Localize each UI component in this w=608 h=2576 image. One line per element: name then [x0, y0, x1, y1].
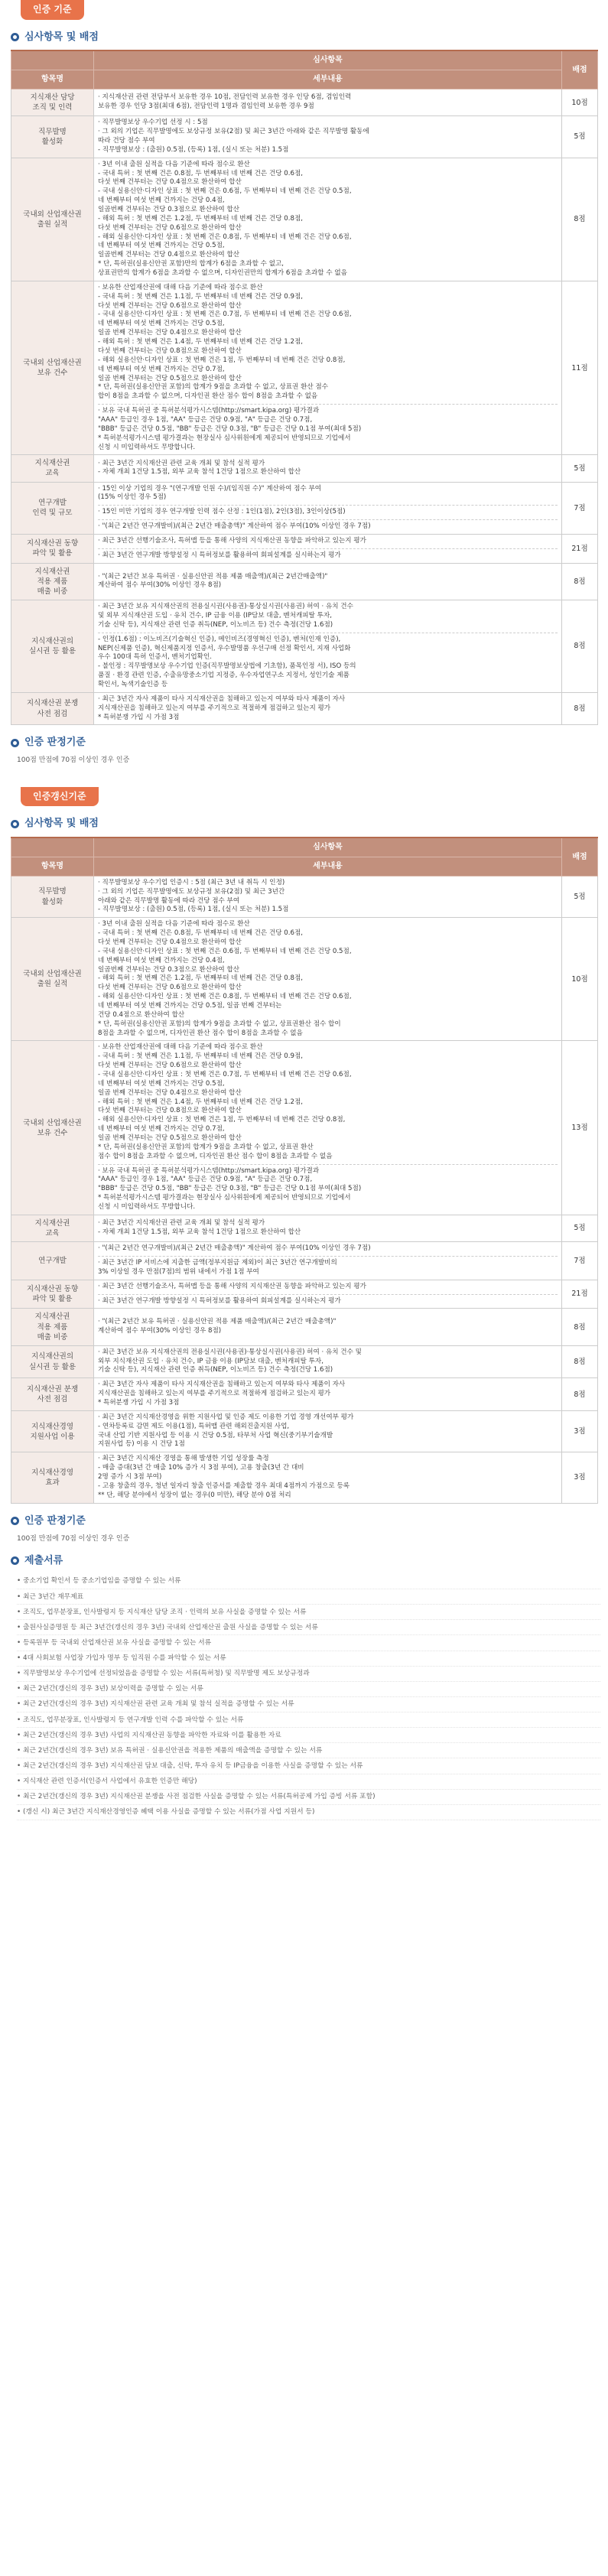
col-score-header: 배점	[562, 50, 598, 89]
detail-paragraph: · 직무발명보상 우수기업 인증시 : 5점 (최근 3년 내 취득 시 인정) · 그 외의 기업은 직무발명에도 보상규정 보유(2점) 및 최근 3년간 아래와 같은 직무발명 활동에 따라 건당 점수 부여 - 직무발명보상 : (출원) 0.5점, (등록) 1점, (실시 또는 처분) 1.5점	[98, 878, 289, 914]
criteria-item-detail	[94, 1215, 562, 1241]
detail-paragraph: · 15인 미만 기업의 경우 연구개발 인력 점수 산정 : 1인(1점), 2인(3점), 3인이상(5점)	[98, 508, 346, 516]
document-item-label: 최근 2년간(갱신의 경우 3년) 지식재산권 담보 대출, 신탁, 투자 유치 등 IP금융을 이용한 사실을 증명할 수 있는 서류	[23, 1761, 363, 1770]
criteria-row	[11, 1345, 598, 1378]
document-item-label: 조직도, 업무분장표, 인사발령지 등 지식재산 담당 조직 · 인력의 보유 사실을 증명할 수 있는 서류	[23, 1608, 307, 1616]
list-bullet-icon: •	[17, 1623, 23, 1631]
criteria-heading-label: 심사항목 및 배점	[24, 818, 99, 830]
document-item	[17, 1574, 600, 1589]
tab-renewal-criteria: 인증갱신기준	[21, 787, 99, 807]
document-item-label: 등록원부 등 국내외 산업재산권 보유 사실을 증명할 수 있는 서류	[23, 1638, 212, 1647]
detail-divider	[98, 548, 558, 549]
document-item-label: 최근 2년간(갱신의 경우 3년) 지식재산권 분쟁을 사전 점검한 사실을 증명할 수 있는 서류(특허공제 가입 증빙 서류 포함)	[23, 1793, 376, 1801]
document-item-label: 최근 2년간(갱신의 경우 3년) 보유 특허권 · 실용신안권을 적용한 제품의 매출액을 증명할 수 있는 서류	[23, 1746, 323, 1755]
circle-bullet-icon	[11, 33, 19, 41]
document-item-label: 출원사실증명원 등 최근 3년간(갱신의 경우 3년) 국내외 산업재산권 출원 사실을 증명할 수 있는 서류	[23, 1623, 318, 1631]
document-item	[17, 1774, 600, 1790]
tab-certification-criteria: 인증 기준	[21, 0, 84, 20]
criteria-item-score: 21점	[562, 1280, 598, 1309]
list-bullet-icon: •	[17, 1778, 23, 1786]
criteria-item-name: 지식재산권 교육	[11, 1215, 94, 1241]
criteria-item-score: 7점	[562, 482, 598, 534]
criteria-item-name: 연구개발 인력 및 규모	[11, 482, 94, 534]
criteria-item-score: 8점	[562, 692, 598, 725]
criteria-item-name: 지식재산권 교육	[11, 455, 94, 482]
document-item-label: 최근 2년간(갱신의 경우 3년) 보상이력을 증명할 수 있는 서류	[23, 1685, 203, 1693]
circle-bullet-icon	[11, 1517, 19, 1525]
criteria-row	[11, 158, 598, 281]
criteria-item-name: 지식재산권 적용 제품 매출 비중	[11, 1309, 94, 1345]
criteria-item-name: 국내외 산업재산권 보유 건수	[11, 1041, 94, 1215]
document-item-label: 직무발명보상 우수기업에 선정되었음을 증명할 수 있는 서류(특허청) 및 직무발명 제도 보상규정과	[23, 1670, 310, 1678]
circle-bullet-icon	[11, 739, 19, 747]
criteria-row	[11, 89, 598, 116]
list-bullet-icon: •	[17, 1700, 23, 1709]
criteria-row	[11, 1280, 598, 1309]
document-item-label: 4대 사회보험 사업장 가입자 명부 등 임직원 수를 파악할 수 있는 서류	[23, 1654, 226, 1663]
document-item	[17, 1697, 600, 1712]
criteria-item-score: 8점	[562, 1309, 598, 1345]
detail-paragraph: · 최근 3년간 연구개발 방향설정 시 특허정보를 활용하여 회피설계를 실시하는지 평가	[98, 551, 341, 559]
col-detail-header: 세부내용	[94, 857, 562, 877]
criteria-item-name: 지식재산권의 실시권 등 활용	[11, 600, 94, 693]
criteria-item-name: 국내외 산업재산권 보유 건수	[11, 281, 94, 454]
criteria-item-score: 8점	[562, 158, 598, 281]
criteria-item-score: 5점	[562, 1215, 598, 1241]
criteria-item-name: 직무발명 활성화	[11, 116, 94, 158]
detail-paragraph: · 보유 국내 특허권 중 특허분석평가시스템(http://smart.kipa.org) 평가결과 "AAA" 등급인 경우 1점, "AA" 등급은 건당 0.9점, "A" 등급은 건당 0.7점, "BBB" 등급은 건당 0.5점, "BB" 등급은 건당 0.3점, "B" 등급은 건당 0.1점 부여(최대 5점) * 특허분석평가시스템 평가결과는 현장실사 심사위원에게 제공되어 반영되므로 기업에서 신청 시 미입력하셔도 무방합니다.	[98, 1166, 362, 1212]
document-item-label: 조직도, 업무분장표, 인사발령지 등 연구개발 인력 수를 파악할 수 있는 서류	[23, 1716, 244, 1724]
col-item-header: 항목명	[11, 857, 94, 877]
criteria-table-1	[11, 50, 598, 725]
criteria-item-detail	[94, 1345, 562, 1378]
criteria-item-detail	[94, 692, 562, 725]
criteria-item-score: 8점	[562, 563, 598, 600]
criteria-item-name: 직무발명 활성화	[11, 876, 94, 917]
document-item-label: 최근 2년간(갱신의 경우 3년) 지식재산권 관련 교육 개최 및 참석 실적을 증명할 수 있는 서류	[23, 1700, 294, 1709]
criteria-item-name: 국내외 산업재산권 출원 실적	[11, 918, 94, 1041]
criteria-row	[11, 1242, 598, 1280]
list-bullet-icon: •	[17, 1654, 23, 1663]
criteria-row	[11, 692, 598, 725]
criteria-item-name: 지식재산권 동향 파악 및 활용	[11, 1280, 94, 1309]
criteria-item-detail	[94, 1280, 562, 1309]
list-bullet-icon: •	[17, 1670, 23, 1678]
detail-divider	[98, 1164, 558, 1165]
document-item	[17, 1790, 600, 1805]
detail-divider	[98, 404, 558, 405]
detail-paragraph: · 직무발명보상 우수기업 선정 시 : 5점 · 그 외의 기업은 직무발명에도 보상규정 보유(2점) 및 최근 3년간 아래와 같은 직무발명 활동에 따라 건당 점수 부여 - 직무발명보상 : (출원) 0.5점, (등록) 1점, (실시 또는 처분) 1.5점	[98, 119, 369, 154]
docs-heading	[11, 1554, 608, 1568]
detail-paragraph: · 최근 3년간 지식재산권 관련 교육 개최 및 참석 실적 평가 - 자체 개최 1건당 1.5점, 외부 교육 참석 1건당 1점으로 환산하여 합산	[98, 459, 301, 476]
criteria-item-detail	[94, 281, 562, 454]
criteria-table-2	[11, 837, 598, 1503]
criteria-item-score: 7점	[562, 1242, 598, 1280]
criteria-row	[11, 1041, 598, 1215]
col-detail-header: 세부내용	[94, 70, 562, 89]
criteria-row	[11, 281, 598, 454]
criteria-item-detail	[94, 1452, 562, 1503]
document-item	[17, 1682, 600, 1697]
criteria-item-detail	[94, 89, 562, 116]
detail-paragraph: - 인정(1.6점) : 이노비즈(기술혁신 인증), 메인비즈(경영혁신 인증), 벤처(인재 인증), NEP(신제품 인증), 혁신제품지정 인증서, 우수발명품 우선구매 선정 확인서, 지재 사업화 우수 100대 특허 인증서, 벤처기업확인. - 불인정 : 직무발명보상 우수기업 인증(직무발명보상법에 기초함), 품목인정 서), ISO 등의 품질 · 환경 관련 인증, 수출유망중소기업 지정증, 우수자업연구소 지정서, 성인기술 제품 확인서, 녹색기술인증 등	[98, 635, 356, 688]
criteria-item-detail	[94, 876, 562, 917]
criteria-row	[11, 482, 598, 534]
detail-paragraph: · 최근 3년간 연구개발 방향설정 시 특허정보를 활용하여 회피설계를 실시하는지 평가	[98, 1296, 341, 1305]
criteria-item-score: 5점	[562, 876, 598, 917]
document-item-label: 최근 2년간(갱신의 경우 3년) 사업의 지식재산권 동향을 파악한 자료와 이를 활용한 자료	[23, 1731, 281, 1739]
criteria-item-detail	[94, 563, 562, 600]
document-item	[17, 1758, 600, 1774]
criteria-item-detail	[94, 600, 562, 693]
list-bullet-icon: •	[17, 1746, 23, 1755]
col-spacer	[11, 50, 94, 70]
document-item-label: 최근 3년간 재무제표	[23, 1592, 84, 1601]
judgment-heading-1	[11, 736, 608, 750]
detail-paragraph: · 최근 3년간 선행기술조사, 특허맵 등을 통해 사양의 지식재산권 동향을 파악하고 있는지 평가	[98, 1282, 366, 1290]
col-score-header: 배점	[562, 838, 598, 876]
criteria-item-detail	[94, 1378, 562, 1411]
document-item-label: (갱신 시) 최근 3년간 지식재산경영인증 혜택 이용 사실을 증명할 수 있는 서류(가점 사업 지원서 등)	[23, 1808, 315, 1817]
document-item	[17, 1620, 600, 1635]
detail-paragraph: · 최근 3년간 자사 제품이 타사 지식재산권을 침해하고 있는지 여부와 타사 제품이 자사 지식재산권을 침해하고 있는지 여부를 주기적으로 적절하게 점검하고 있는지 평가 * 특허분쟁 가입 시 가점 3점	[98, 1381, 346, 1407]
col-spacer	[11, 838, 94, 857]
criteria-item-score: 13점	[562, 1041, 598, 1215]
criteria-item-detail	[94, 482, 562, 534]
list-bullet-icon: •	[17, 1808, 23, 1817]
document-item	[17, 1743, 600, 1758]
judgment-heading-label: 인증 판정기준	[24, 737, 86, 749]
criteria-row	[11, 1215, 598, 1241]
list-bullet-icon: •	[17, 1716, 23, 1724]
criteria-heading-label: 심사항목 및 배점	[24, 31, 99, 43]
criteria-item-name: 연구개발	[11, 1242, 94, 1280]
list-bullet-icon: •	[17, 1731, 23, 1739]
criteria-item-name: 국내외 산업재산권 출원 실적	[11, 158, 94, 281]
criteria-item-score: 3점	[562, 1452, 598, 1503]
criteria-item-name: 지식재산경영 지원사업 이용	[11, 1410, 94, 1452]
criteria-row	[11, 535, 598, 564]
detail-paragraph: · 최근 3년간 지식재산경영을 위한 지원사업 및 인증 제도 이용한 기업 경영 개선여부 평가 - 연차등록료 감면 제도 이용(1점), 특허맵 관련 해외진출지원 사업, 국내 산업 기반 지원사업 등 이용 시 건당 0.5점, 타부처 사업 혁신(중기부기술개발 지원사업 등) 이용 시 건당 1점	[98, 1413, 354, 1449]
detail-paragraph: · 3년 이내 출원 실적을 다음 기준에 따라 점수로 환산 - 국내 특허 : 첫 번째 건은 0.8점, 두 번째부터 네 번째 건은 건당 0.6점, 다섯 번째 건부터는 건당 0.4점으로 환산하여 합산 - 국내 실용신안·디자인 상표 : 첫 번째 건은 0.6점, 두 번째부터 네 번째 건은 건당 0.5점, 네 번째부터 여섯 번째 건까지는 건당 0.4점, 일곱번째 건부터는 건당 0.3점으로 환산하여 합산 - 해외 특허 : 첫 번째 건은 1.2점, 두 번째부터 네 번째 건은 건당 0.8점, 다섯 번째 건부터는 건당 0.6점으로 환산하여 합산 - 해외 실용신안·디자인 상표 : 첫 번째 건은 0.8점, 두 번째부터 네 번째 건은 건당 0.6점, 네 번째부터 여섯 번째 건까지는 건당 0.5점, 일곱 번째 건부터는 건당 0.4점으로 환산하여 합산 * 단, 특허권(실용신안권 포함)의 합계가 9점을 초과할 수 없고, 상표권환산 점수 합이 8점을 초과할 수 없으며, 디자인권 환산 점수 합이 8점을 초과할 수 없음	[98, 920, 352, 1037]
criteria-item-score: 10점	[562, 918, 598, 1041]
judgment-heading-label: 인증 판정기준	[24, 1514, 86, 1527]
detail-paragraph: · 최근 3년간 선행기술조사, 특허맵 등을 통해 사양의 지식재산권 동향을 파악하고 있는지 평가	[98, 537, 366, 545]
document-item	[17, 1728, 600, 1743]
criteria-row	[11, 918, 598, 1041]
document-list	[17, 1574, 600, 1820]
detail-paragraph: · 최근 3년간 보유 지식재산권의 전용실시권(사용권)·통상실시권(사용권) 허여 · 유치 건수 및 외부 지식재산권 도입 · 유치 건수, IP 금융 이용 (IP담보 대출, 벤처캐피탈 투자, 기술 신탁 등), 지식재산 관련 인증 취득(NEP, 이노비즈 등) 건수 측정(건당 1.6점)	[98, 603, 353, 629]
document-item-label: 지식재산 관련 인증서(인증서 사업에서 유효한 인증만 해당)	[23, 1778, 197, 1786]
document-item	[17, 1651, 600, 1667]
criteria-item-score: 11점	[562, 281, 598, 454]
document-item	[17, 1667, 600, 1682]
criteria-item-score: 10점	[562, 89, 598, 116]
criteria-item-name: 지식재산권의 실시권 등 활용	[11, 1345, 94, 1378]
list-bullet-icon: •	[17, 1592, 23, 1601]
criteria-row	[11, 455, 598, 482]
criteria-row	[11, 876, 598, 917]
criteria-item-score: 5점	[562, 116, 598, 158]
criteria-item-detail	[94, 1410, 562, 1452]
criteria-item-detail	[94, 918, 562, 1041]
criteria-item-name: 지식재산권 동향 파악 및 활용	[11, 535, 94, 564]
detail-paragraph: · 보유 국내 특허권 중 특허분석평가시스템(http://smart.kipa.org) 평가결과 "AAA" 등급인 경우 1점, "AA" 등급은 건당 0.9점, "A" 등급은 건당 0.7점, "BBB" 등급은 건당 0.5점, "BB" 등급은 건당 0.3점, "B" 등급은 건당 0.1점 부여(최대 5점) * 특허분석평가시스템 평가결과는 현장실사 심사위원에게 제공되어 반영되므로 기업에서 신청 시 미입력하셔도 무방합니다.	[98, 407, 362, 451]
criteria-item-detail	[94, 1242, 562, 1280]
document-item-label: 중소기업 확인서 등 중소기업임을 증명할 수 있는 서류	[23, 1577, 181, 1586]
detail-paragraph: · 최근 3년간 IP 서비스에 지출한 금액(정부지원금 제외)이 최근 3년간 연구개발비의 3% 이상일 경우 만점(7점)의 범위 내에서 가점 1점 부여	[98, 1258, 337, 1276]
document-item	[17, 1805, 600, 1820]
detail-paragraph: · 최근 3년간 자사 제품이 타사 지식재산권을 침해하고 있는지 여부와 타사 제품이 자사 지식재산권을 침해하고 있는지 여부를 주기적으로 적절하게 점검하고 있는지 평가 * 특허분쟁 가입 시 가점 3점	[98, 694, 346, 721]
detail-paragraph: · 최근 3년간 보유 지식재산권의 전용실시권(사용권)·통상실시권(사용권) 허여 · 유치 건수 및 외부 지식재산권 도입 · 유치 건수, IP 금융 이용 (IP담보 대출, 벤처캐피탈 투자, 기술 신탁 등), 지식재산 관련 인증 취득(NEP, 이노비즈 등) 건수 측정(건당 1.6점)	[98, 1348, 362, 1374]
detail-paragraph: · 15인 이상 기업의 경우 "(연구개발 인원 수)/(임직원 수)" 계산하여 점수 부여 (15% 이상인 경우 5점)	[98, 484, 322, 502]
criteria-heading-1	[11, 31, 608, 44]
criteria-table-body	[11, 876, 598, 1503]
detail-paragraph: · 3년 이내 출원 실적을 다음 기준에 따라 점수로 환산 - 국내 특허 : 첫 번째 건은 0.8점, 두 번째부터 네 번째 건은 건당 0.6점, 다섯 번째 건부터는 건당 0.4점으로 환산하여 합산 - 국내 실용신안·디자인 상표 : 첫 번째 건은 0.6점, 두 번째부터 네 번째 건은 건당 0.5점, 네 번째부터 여섯 번째 건까지는 건당 0.4점, 일곱번째 건부터는 건당 0.3점으로 환산하여 합산 - 해외 특허 : 첫 번째 건은 1.2점, 두 번째부터 네 번째 건은 건당 0.8점, 다섯 번째 건부터는 건당 0.6점으로 환산하여 합산 - 해외 실용신안·디자인 상표 : 첫 번째 건은 0.8점, 두 번째부터 네 번째 건은 건당 0.6점, 네 번째부터 여섯 번째 건까지는 건당 0.5점, 일곱번째 건부터는 건당 0.4점으로 환산하여 합산 * 단, 특허권(실용신안권 포함)만의 합계가 6점을 초과할 수 없고, 상표권만의 합계가 6점을 초과할 수 없으며, 디자인권만의 합계가 6점을 초과할 수 없음	[98, 160, 352, 278]
circle-bullet-icon	[11, 820, 19, 828]
list-bullet-icon: •	[17, 1638, 23, 1647]
criteria-row	[11, 1378, 598, 1411]
col-group-header: 심사항목	[94, 50, 562, 70]
criteria-item-score: 21점	[562, 535, 598, 564]
criteria-item-score: 8점	[562, 1345, 598, 1378]
list-bullet-icon: •	[17, 1608, 23, 1616]
criteria-row	[11, 1309, 598, 1345]
criteria-row	[11, 563, 598, 600]
criteria-item-score: 8점	[562, 600, 598, 693]
criteria-item-name: 지식재산 담당 조직 및 인력	[11, 89, 94, 116]
judgment-text: 100점 만점에 70점 이상인 경우 인증	[17, 1534, 130, 1543]
detail-paragraph: · 보유한 산업재산권에 대해 다음 기준에 따라 점수로 환산 - 국내 특허 : 첫 번째 건은 1.1점, 두 번째부터 네 번째 건은 건당 0.9점, 다섯 번째 건부터는 건당 0.6점으로 환산하여 합산 - 국내 실용신안·디자인 상표 : 첫 번째 건은 0.7점, 두 번째부터 네 번째 건은 건당 0.6점, 네 번째부터 여섯 번째 건까지는 건당 0.5점, 일곱 번째 건부터는 건당 0.4점으로 환산하여 합산 - 해외 특허 : 첫 번째 건은 1.4점, 두 번째부터 네 번째 건은 건당 1.2점, 다섯 번째 건부터는 건당 0.8점으로 환산하여 합산 - 해외 실용신안·디자인 상표 : 첫 번째 건은 1점, 두 번째부터 네 번째 건은 건당 0.8점, 네 번째부터 여섯 번째 건까지는 건당 0.7점, 일곱 번째 건부터는 건당 0.5점으로 환산하여 합산 * 단, 특허권(실용신안권 포함)의 합계가 9점을 초과할 수 없고, 상표권 환산 점수 합이 8점을 초과할 수 없으며, 디자인권 환산 점수 합이 8점을 초과할 수 없음	[98, 1043, 352, 1160]
list-bullet-icon: •	[17, 1761, 23, 1770]
detail-paragraph: · 지식재산권 관련 전담부서 보유한 경우 10점, 전담인력 보유한 경우 인당 6점, 겸임인력 보유한 경우 인당 3점(최대 6점), 전담인력 1명과 겸임인력 보유한 경우 9점	[98, 93, 352, 111]
document-item	[17, 1589, 600, 1605]
document-item	[17, 1712, 600, 1728]
criteria-item-score: 8점	[562, 1378, 598, 1411]
detail-paragraph: · 최근 3년간 지식재산 경영을 통해 발생한 기업 성장률 측정 - 매출 증대(3년 간 매출 10% 증가 시 3점 부여), 고용 창출(3년 간 대비 2명 증가 시 3점 부여) - 고용 창출의 경우, 청년 일자리 창출 인증서를 제출할 경우 최대 4점까지 가점으로 등록 ** 단, 해당 분야에서 성장이 없는 경우(0 미만), 해당 분야 0점 처리	[98, 1455, 350, 1499]
list-bullet-icon: •	[17, 1685, 23, 1693]
criteria-item-name: 지식재산권 분쟁 사전 점검	[11, 692, 94, 725]
detail-divider	[98, 1294, 558, 1295]
col-item-header: 항목명	[11, 70, 94, 89]
detail-paragraph: · "(최근 2년간 보유 특허권 · 실용신안권 적용 제품 매출액)/(최근 2년간 매출총액)" 계산하여 점수 부여(30% 이상인 경우 8점)	[98, 1318, 337, 1335]
criteria-item-detail	[94, 535, 562, 564]
criteria-item-name: 지식재산경영 효과	[11, 1452, 94, 1503]
criteria-item-name: 지식재산권 적용 제품 매출 비중	[11, 563, 94, 600]
detail-paragraph: · 보유한 산업재산권에 대해 다음 기준에 따라 점수로 환산 - 국내 특허 : 첫 번째 건은 1.1점, 두 번째부터 네 번째 건은 건당 0.9점, 다섯 번째 건부터는 건당 0.6점으로 환산하여 합산 - 국내 실용신안·디자인 상표 : 첫 번째 건은 0.7점, 두 번째부터 네 번째 건은 건당 0.6점, 네 번째부터 여섯 번째 건까지는 건당 0.5점, 일곱 번째 건부터는 건당 0.4점으로 환산하여 합산 - 해외 특허 : 첫 번째 건은 1.4점, 두 번째부터 네 번째 건은 건당 1.2점, 다섯 번째 건부터는 건당 0.8점으로 환산하여 합산 - 해외 실용신안·디자인 상표 : 첫 번째 건은 1점, 두 번째부터 네 번째 건은 건당 0.8점, 네 번째부터 여섯 번째 건까지는 건당 0.7점, 일곱 번째 건부터는 건당 0.5점으로 환산하여 합산 * 단, 특허권(실용신안권 포함)의 합계가 9점을 초과할 수 없고, 상표권 환산 점수 합이 8점을 초과할 수 없으며, 디자인권 환산 점수 합이 8점을 초과할 수 없음	[98, 283, 352, 401]
judgment-heading-2	[11, 1514, 608, 1528]
criteria-item-detail	[94, 158, 562, 281]
criteria-item-detail	[94, 1309, 562, 1345]
list-bullet-icon: •	[17, 1793, 23, 1801]
criteria-item-score: 3점	[562, 1410, 598, 1452]
document-item	[17, 1605, 600, 1620]
criteria-heading-2	[11, 817, 608, 831]
criteria-item-detail	[94, 455, 562, 482]
document-item	[17, 1635, 600, 1651]
detail-divider	[98, 1256, 558, 1257]
criteria-row	[11, 116, 598, 158]
criteria-item-score: 5점	[562, 455, 598, 482]
criteria-item-name: 지식재산권 분쟁 사전 점검	[11, 1378, 94, 1411]
criteria-item-detail	[94, 116, 562, 158]
circle-bullet-icon	[11, 1556, 19, 1565]
docs-heading-label: 제출서류	[24, 1554, 63, 1566]
detail-divider	[98, 505, 558, 506]
criteria-table-body	[11, 89, 598, 725]
detail-divider	[98, 519, 558, 520]
criteria-row	[11, 600, 598, 693]
criteria-item-detail	[94, 1041, 562, 1215]
detail-paragraph: · "(최근 2년간 연구개발비)/(최근 2년간 매출총액)" 계산하여 점수 부여(10% 이상인 경우 7점)	[98, 1244, 371, 1253]
detail-paragraph: · 최근 3년간 지식재산권 관련 교육 개최 및 참석 실적 평가 - 자체 개최 1건당 1.5점, 외부 교육 참석 1건당 1점으로 환산하여 합산	[98, 1219, 301, 1236]
criteria-row	[11, 1410, 598, 1452]
criteria-row	[11, 1452, 598, 1503]
list-bullet-icon: •	[17, 1577, 23, 1586]
detail-paragraph: · "(최근 2년간 보유 특허권 · 실용신안권 적용 제품 매출액)/(최근 2년간매출액)" 계산하여 점수 부여(30% 이상인 경우 8점)	[98, 572, 328, 590]
judgment-text: 100점 만점에 70점 이상인 경우 인증	[17, 756, 130, 765]
col-group-header: 심사항목	[94, 838, 562, 857]
detail-paragraph: · "(최근 2년간 연구개발비)/(최근 2년간 매출총액)" 계산하여 점수 부여(10% 이상인 경우 7점)	[98, 522, 371, 531]
